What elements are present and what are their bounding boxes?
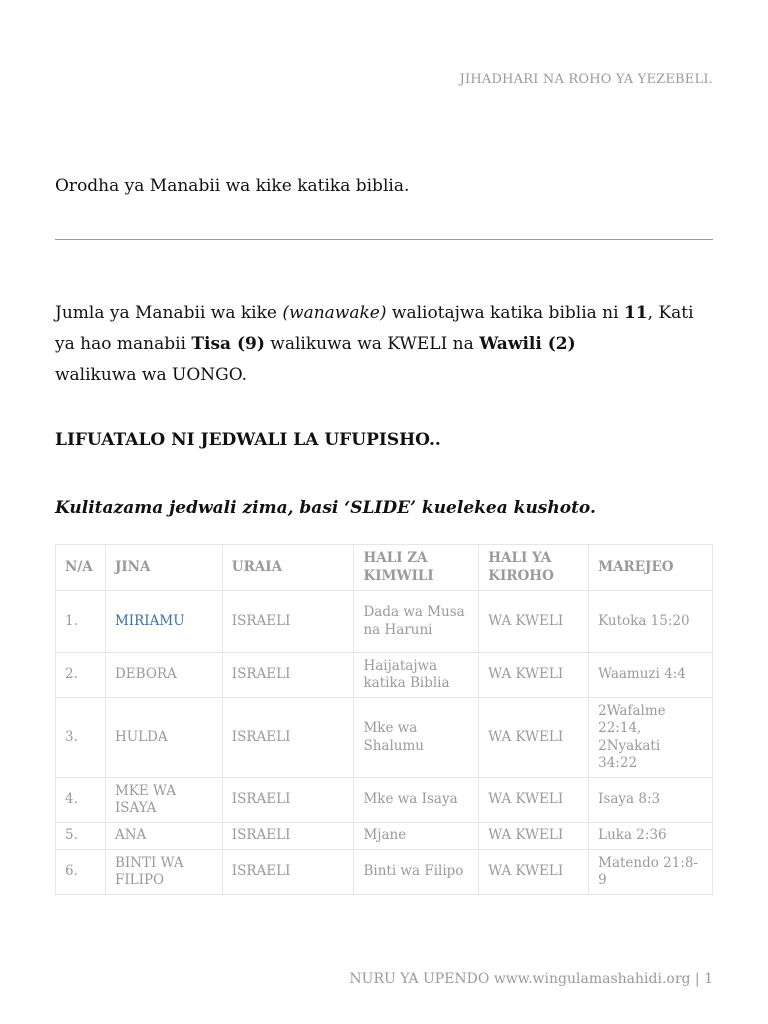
column-header: JINA <box>105 545 222 591</box>
table-cell: 1. <box>56 591 106 653</box>
table-cell: Binti wa Filipo <box>354 850 479 895</box>
column-header: HALI ZA KIMWILI <box>354 545 479 591</box>
intro-true-count: Tisa (9) <box>191 334 265 354</box>
page-header: JIHADHARI NA ROHO YA YEZEBELI. <box>459 72 713 87</box>
table-cell: Luka 2:36 <box>589 823 713 850</box>
table-cell: WA KWELI <box>479 850 589 895</box>
table-cell: ISRAELI <box>222 850 354 895</box>
column-header: MAREJEO <box>589 545 713 591</box>
table-cell: HULDA <box>105 698 222 778</box>
intro-count: 11 <box>623 303 648 323</box>
table-row <box>56 850 713 895</box>
table-cell: 3. <box>56 698 106 778</box>
summary-heading: LIFUATALO NI JEDWALI LA UFUPISHO.. <box>55 430 441 450</box>
table-cell: Kutoka 15:20 <box>589 591 713 653</box>
table-row <box>56 778 713 823</box>
slide-note: Kulitazama jedwali zima, basi ‘SLIDE’ kuelekea kushoto. <box>55 498 596 518</box>
table-cell: ISRAELI <box>222 778 354 823</box>
table-row <box>56 823 713 850</box>
table-cell: WA KWELI <box>479 823 589 850</box>
prophets-table <box>55 544 713 895</box>
table-row <box>56 698 713 778</box>
table-cell: WA KWELI <box>479 653 589 698</box>
intro-false-count: Wawili (2) <box>479 334 576 354</box>
table-cell: Mjane <box>354 823 479 850</box>
table-row <box>56 653 713 698</box>
column-header: N/A <box>56 545 106 591</box>
table-cell: ANA <box>105 823 222 850</box>
table-cell: 2Wafalme 22:14, 2Nyakati 34:22 <box>589 698 713 778</box>
table-cell: ISRAELI <box>222 591 354 653</box>
name-link-miriamu[interactable]: MIRIAMU <box>105 591 222 653</box>
intro-text-3: , Kati ya hao manabii <box>55 303 694 354</box>
table-cell: Dada wa Musa na Haruni <box>354 591 479 653</box>
intro-italic: (wanawake) <box>282 303 387 323</box>
table-cell: 2. <box>56 653 106 698</box>
table-cell: 4. <box>56 778 106 823</box>
table-cell: Waamuzi 4:4 <box>589 653 713 698</box>
table-cell: Matendo 21:8-9 <box>589 850 713 895</box>
table-cell: 5. <box>56 823 106 850</box>
column-header: HALI YA KIROHO <box>479 545 589 591</box>
table-cell: ISRAELI <box>222 823 354 850</box>
table-cell: DEBORA <box>105 653 222 698</box>
table-cell: Mke wa Shalumu <box>354 698 479 778</box>
horizontal-rule <box>55 239 713 240</box>
table-cell: ISRAELI <box>222 653 354 698</box>
column-header: URAIA <box>222 545 354 591</box>
table-cell: Haijatajwa katika Biblia <box>354 653 479 698</box>
table-cell: Mke wa Isaya <box>354 778 479 823</box>
intro-text-5: walikuwa wa UONGO. <box>55 365 248 385</box>
table-cell: WA KWELI <box>479 778 589 823</box>
intro-paragraph <box>55 298 715 391</box>
intro-text-4: walikuwa wa KWELI na <box>264 334 480 354</box>
table-cell: 6. <box>56 850 106 895</box>
table-cell: MKE WA ISAYA <box>105 778 222 823</box>
table-cell: Isaya 8:3 <box>589 778 713 823</box>
table-cell: WA KWELI <box>479 698 589 778</box>
intro-text-1: Jumla ya Manabii wa kike <box>55 303 283 323</box>
table-row <box>56 591 713 653</box>
table-cell: ISRAELI <box>222 698 354 778</box>
table-cell: BINTI WA FILIPO <box>105 850 222 895</box>
table-cell: WA KWELI <box>479 591 589 653</box>
intro-text-2: waliotajwa katika biblia ni <box>386 303 624 323</box>
table-header-row <box>56 545 713 591</box>
page-footer: NURU YA UPENDO www.wingulamashahidi.org | 1 <box>349 971 713 987</box>
document-title: Orodha ya Manabii wa kike katika biblia. <box>55 176 410 196</box>
